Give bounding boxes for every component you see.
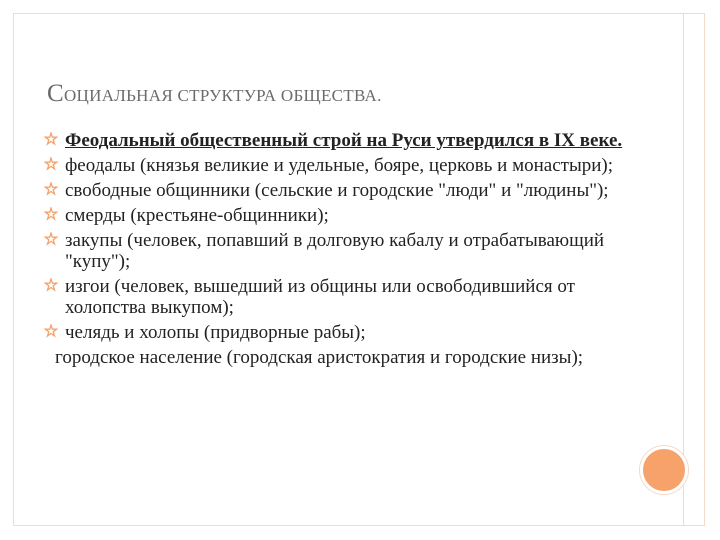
list-item-text: смерды (крестьяне-общинники); — [65, 205, 329, 226]
title-rest: ОЦИАЛЬНАЯ СТРУКТУРА ОБЩЕСТВА. — [63, 86, 382, 105]
list-item — [44, 130, 624, 151]
star-bullet-icon — [44, 132, 58, 146]
list-item — [44, 230, 624, 272]
list-item-text: Феодальный общественный строй на Руси утвердился в IX веке. — [65, 130, 623, 151]
decorative-circle — [640, 446, 688, 494]
star-bullet-icon — [44, 324, 58, 338]
list-item-text: городское население (городская аристократия и городские низы); — [55, 347, 584, 368]
star-bullet-icon — [44, 157, 58, 171]
list-item-text: закупы (человек, попавший в долговую кабалу и отрабатывающий "купу"); — [65, 230, 605, 272]
star-bullet-icon — [44, 232, 58, 246]
list-item — [44, 155, 624, 176]
list-item-text: феодалы (князья великие и удельные, бояре, церковь и монастыри); — [65, 155, 613, 176]
slide-side-rule — [683, 14, 684, 525]
star-bullet-icon — [44, 207, 58, 221]
star-bullet-icon — [44, 278, 58, 292]
list-item-text: свободные общинники (сельские и городские "люди" и "людины"); — [65, 180, 609, 201]
list-item — [44, 276, 624, 318]
list-item — [44, 347, 624, 368]
star-bullet-icon — [44, 182, 58, 196]
bullet-list — [44, 130, 624, 372]
list-item — [44, 180, 624, 201]
list-item — [44, 205, 624, 226]
slide-title — [47, 80, 382, 108]
list-item-text: челядь и холопы (придворные рабы); — [65, 322, 366, 343]
title-initial: С — [47, 80, 64, 107]
list-item-text: изгои (человек, вышедший из общины или освободившийся от холопства выкупом); — [65, 276, 575, 318]
list-item — [44, 322, 624, 343]
